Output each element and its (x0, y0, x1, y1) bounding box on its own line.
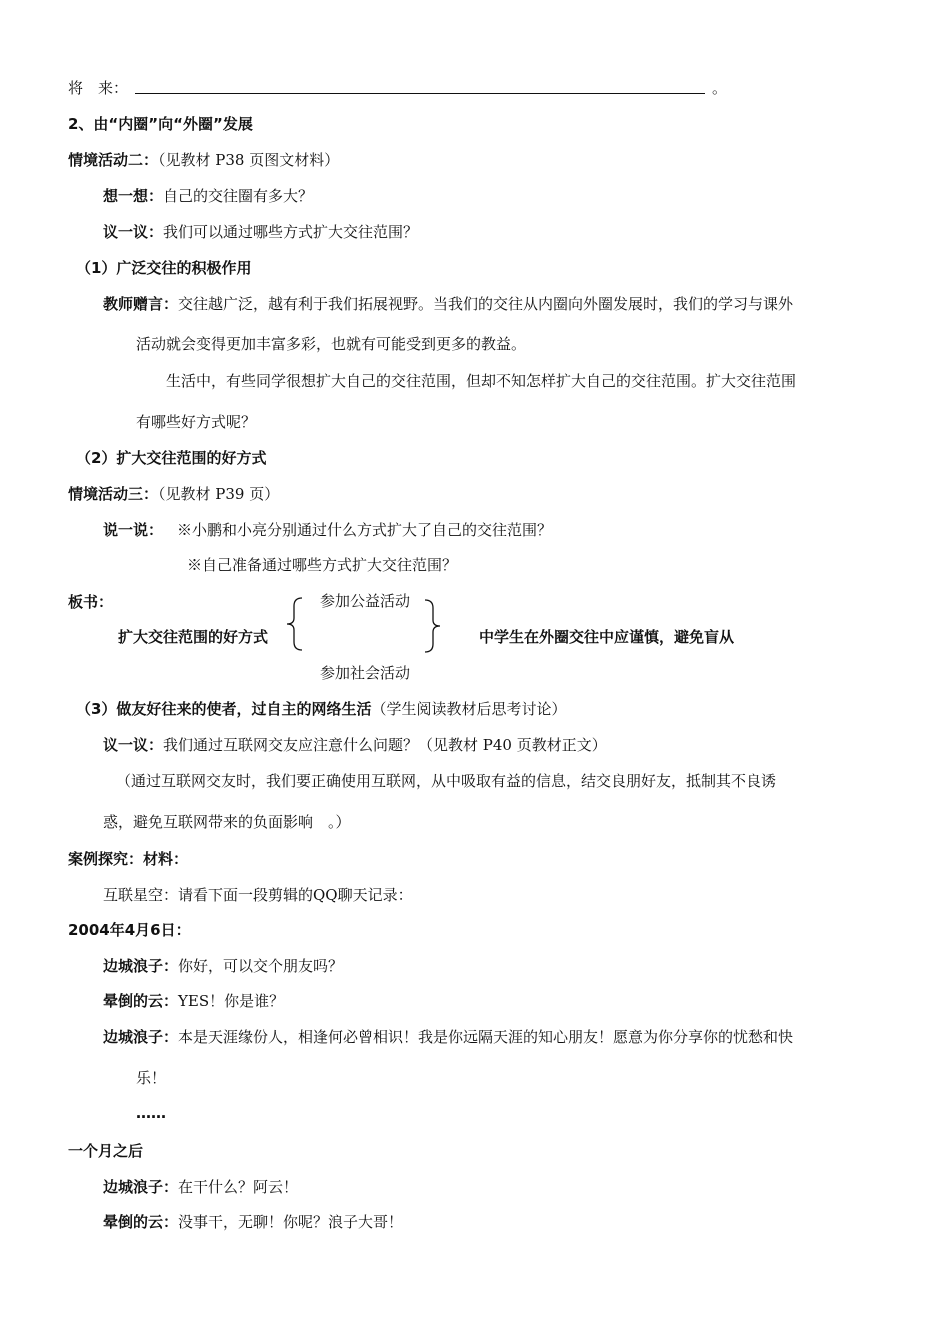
board-top-item: 参加公益活动 (320, 592, 411, 610)
chat-sender: 边城浪子： (103, 957, 179, 975)
month-later: 一个月之后 (68, 1142, 144, 1160)
future-line (68, 78, 128, 98)
board-label: 板书： (68, 593, 114, 611)
chat-text: 你好，可以交个朋友吗？ (178, 957, 344, 975)
subsection-title-1: （1）广泛交往的积极作用 (76, 259, 252, 277)
life-line-2: 有哪些好方式呢？ (136, 413, 257, 431)
left-brace-icon (284, 596, 304, 652)
say-line-1 (103, 520, 552, 540)
future-blank (135, 93, 705, 94)
discuss1-label: 议一议： (103, 223, 164, 241)
discuss2-label: 议一议： (103, 736, 164, 754)
chat-text: 没事干，无聊！你呢？浪子大哥！ (178, 1213, 404, 1231)
subsection3-title: （3）做友好往来的使者，过自主的网络生活 (76, 700, 372, 718)
chat-message (103, 1027, 793, 1047)
chat-sender: 边城浪子： (103, 1028, 179, 1046)
discuss2-text: 我们通过互联网交友应注意什么问题？（见教材 P40 页教材正文） (163, 736, 607, 754)
subsection-title-2: （2）扩大交往范围的好方式 (76, 449, 267, 467)
chat-message (103, 956, 343, 976)
teacher-text-1: 交往越广泛，越有利于我们拓展视野。当我们的交往从内圈向外圈发展时，我们的学习与课外 (178, 295, 794, 313)
teacher-line-2: 活动就会变得更加丰富多彩，也就有可能受到更多的教益。 (136, 335, 527, 353)
subsection-title-3 (76, 699, 566, 719)
say-question-1: ※小鹏和小亮分别通过什么方式扩大了自己的交往范围？ (177, 521, 553, 539)
ellipsis: …… (136, 1104, 166, 1122)
right-brace-icon (423, 598, 443, 654)
say-question-2: ※自己准备通过哪些方式扩大交往范围？ (187, 556, 458, 574)
activity2-label: 情境活动二： (68, 151, 159, 169)
chat-text: YES！你是谁？ (178, 992, 285, 1010)
say-label: 说一说： (103, 521, 164, 539)
discuss1-text: 我们可以通过哪些方式扩大交往范围？ (163, 223, 419, 241)
activity3-line (68, 484, 279, 504)
answer-line-1: （通过互联网交友时，我们要正确使用互联网，从中吸取有益的信息，结交良朋好友，抵制其不良诱 (116, 772, 777, 790)
board-left-text: 扩大交往范围的好方式 (118, 628, 269, 646)
board-bottom-item: 参加社会活动 (320, 664, 411, 682)
future-end: 。 (712, 79, 728, 97)
case-title: 案例探究：材料： (68, 850, 189, 868)
chat-text: 本是天涯缘份人，相逢何必曾相识！我是你远隔天涯的知心朋友！愿意为你分享你的忧愁和快 (178, 1028, 794, 1046)
section-title: 2、由“内圈”向“外圈”发展 (68, 115, 253, 133)
teacher-label: 教师赠言： (103, 295, 179, 313)
answer-line-2: 惑，避免互联网带来的负面影响 。） (103, 813, 351, 831)
chat-sender: 晕倒的云： (103, 992, 179, 1010)
life-line-1: 生活中，有些同学很想扩大自己的交往范围，但却不知怎样扩大自己的交往范围。扩大交往范围 (166, 372, 797, 390)
think-line (103, 186, 313, 206)
future-label: 将 来： (68, 79, 129, 97)
activity3-label: 情境活动三： (68, 485, 159, 503)
think-text: 自己的交往圈有多大？ (163, 187, 314, 205)
discuss1-line (103, 222, 418, 242)
chat-text: 在干什么？阿云！ (178, 1178, 299, 1196)
teacher-line-1 (103, 294, 793, 314)
subsection3-note: （学生阅读教材后思考讨论） (371, 700, 567, 718)
chat-sender: 晕倒的云： (103, 1213, 179, 1231)
chat-message (103, 1177, 298, 1197)
chat-message (103, 1212, 403, 1232)
activity2-line (68, 150, 339, 170)
case-intro: 互联星空：请看下面一段剪辑的QQ聊天记录： (103, 886, 413, 904)
chat-sender: 边城浪子： (103, 1178, 179, 1196)
discuss2-line (103, 735, 607, 755)
board-right-text: 中学生在外圈交往中应谨慎，避免盲从 (479, 628, 735, 646)
activity3-text: （见教材 P39 页） (158, 485, 280, 503)
think-label: 想一想： (103, 187, 164, 205)
chat-message (103, 991, 284, 1011)
chat-text-continued: 乐！ (136, 1069, 167, 1087)
activity2-text: （见教材 P38 页图文材料） (158, 151, 340, 169)
chat-date: 2004年4月6日： (68, 921, 191, 939)
